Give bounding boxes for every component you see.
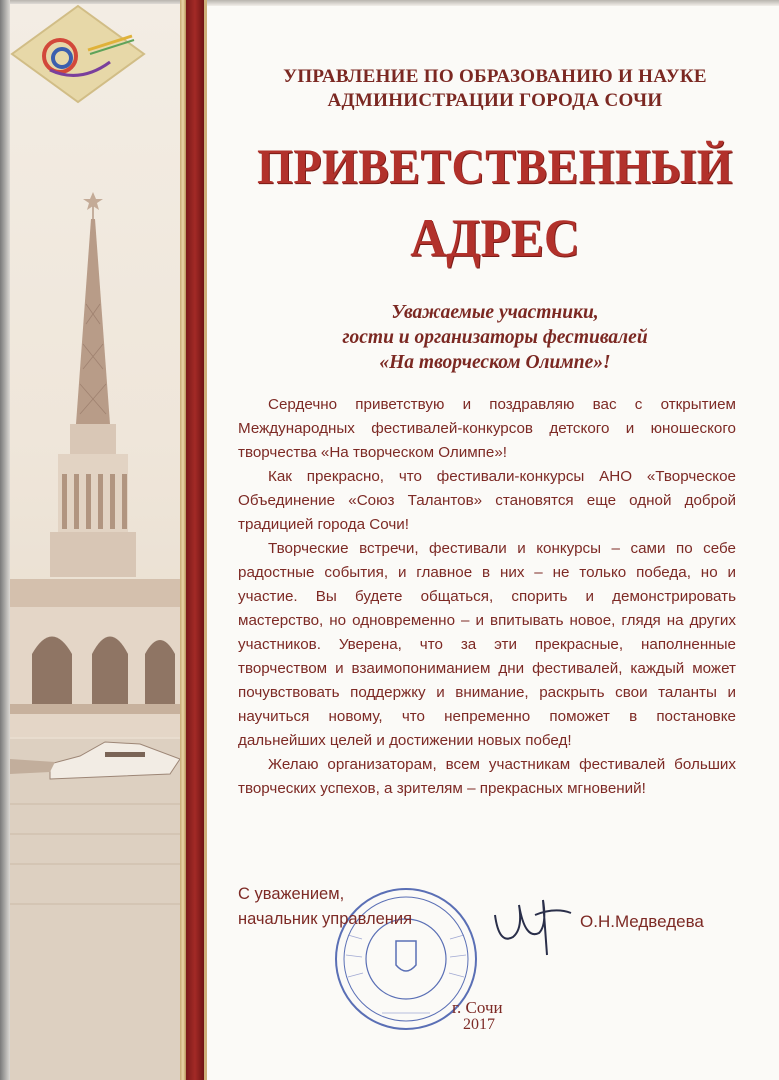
tower-top <box>70 424 116 454</box>
title-line1: ПРИВЕТСТВЕННЫЙ <box>257 138 733 194</box>
decorative-side-panel <box>10 4 180 1080</box>
coat-of-arms-icon <box>396 941 416 971</box>
building-cornice <box>10 579 180 607</box>
title-line2: АДРЕС <box>410 208 580 268</box>
paragraph-1: Сердечно приветствую и поздравляю вас с открытием Международных фестивалей-конкурсов детского и юношеского творчества «На творческом Олимпе»! <box>238 396 736 461</box>
border-stripe-red <box>186 0 204 1080</box>
paragraph-4: Желаю организаторам, всем участникам фестивалей больших творческих успехов, а зрителям – прекрасных мгновений! <box>238 756 736 797</box>
greeting-line1: Уважаемые участники, <box>391 302 599 323</box>
harbor-water <box>10 739 180 1080</box>
balustrade <box>10 704 180 714</box>
handwritten-signature <box>485 885 575 965</box>
tower-base <box>50 532 136 577</box>
org-name-line1: УПРАВЛЕНИЕ ПО ОБРАЗОВАНИЮ И НАУКЕ <box>283 66 707 87</box>
signature-position: начальник управления <box>238 910 413 928</box>
year: 2017 <box>463 1016 495 1033</box>
spire <box>76 219 110 424</box>
festival-logo <box>10 4 146 104</box>
border-stripe-gold-inner <box>204 0 207 1080</box>
scan-left-edge <box>0 0 10 1080</box>
signatory-name: О.Н.Медведева <box>580 912 704 931</box>
tower-body <box>58 454 128 534</box>
paragraph-2: Как прекрасно, что фестивали-конкурсы АНО «Творческое Объединение «Союз Талантов» становятся еще одной доброй традицией города Сочи! <box>238 468 736 533</box>
paragraph-3: Творческие встречи, фестивали и конкурсы – сами по себе радостные события, и главное в них – не только победа, но и участие. Вы будете общаться, спорить и демонстрировать мастерство, но одновременно – и впитывать новое, глядя на других участников. Уверена, что за эти прекрасные, наполненные творчеством и взаимопониманием дни фестивалей, каждый может почувствовать поддержку и внимание, раскрыть свои таланты и научиться новому, что непременно поможет в постановке дальнейших целей и достижении новых побед! <box>238 540 736 749</box>
city-name: г. Сочи <box>452 998 503 1017</box>
org-name-line2: АДМИНИСТРАЦИИ ГОРОДА СОЧИ <box>327 90 663 111</box>
sochi-seaport-illustration <box>10 4 180 1080</box>
letter-body <box>238 393 736 801</box>
building-arches <box>32 637 175 705</box>
signature-regards: С уважением, <box>238 885 345 903</box>
greeting-line2: гости и организаторы фестивалей <box>342 327 648 348</box>
yacht-windows <box>105 752 145 757</box>
greeting-line3: «На творческом Олимпе»! <box>379 352 611 373</box>
